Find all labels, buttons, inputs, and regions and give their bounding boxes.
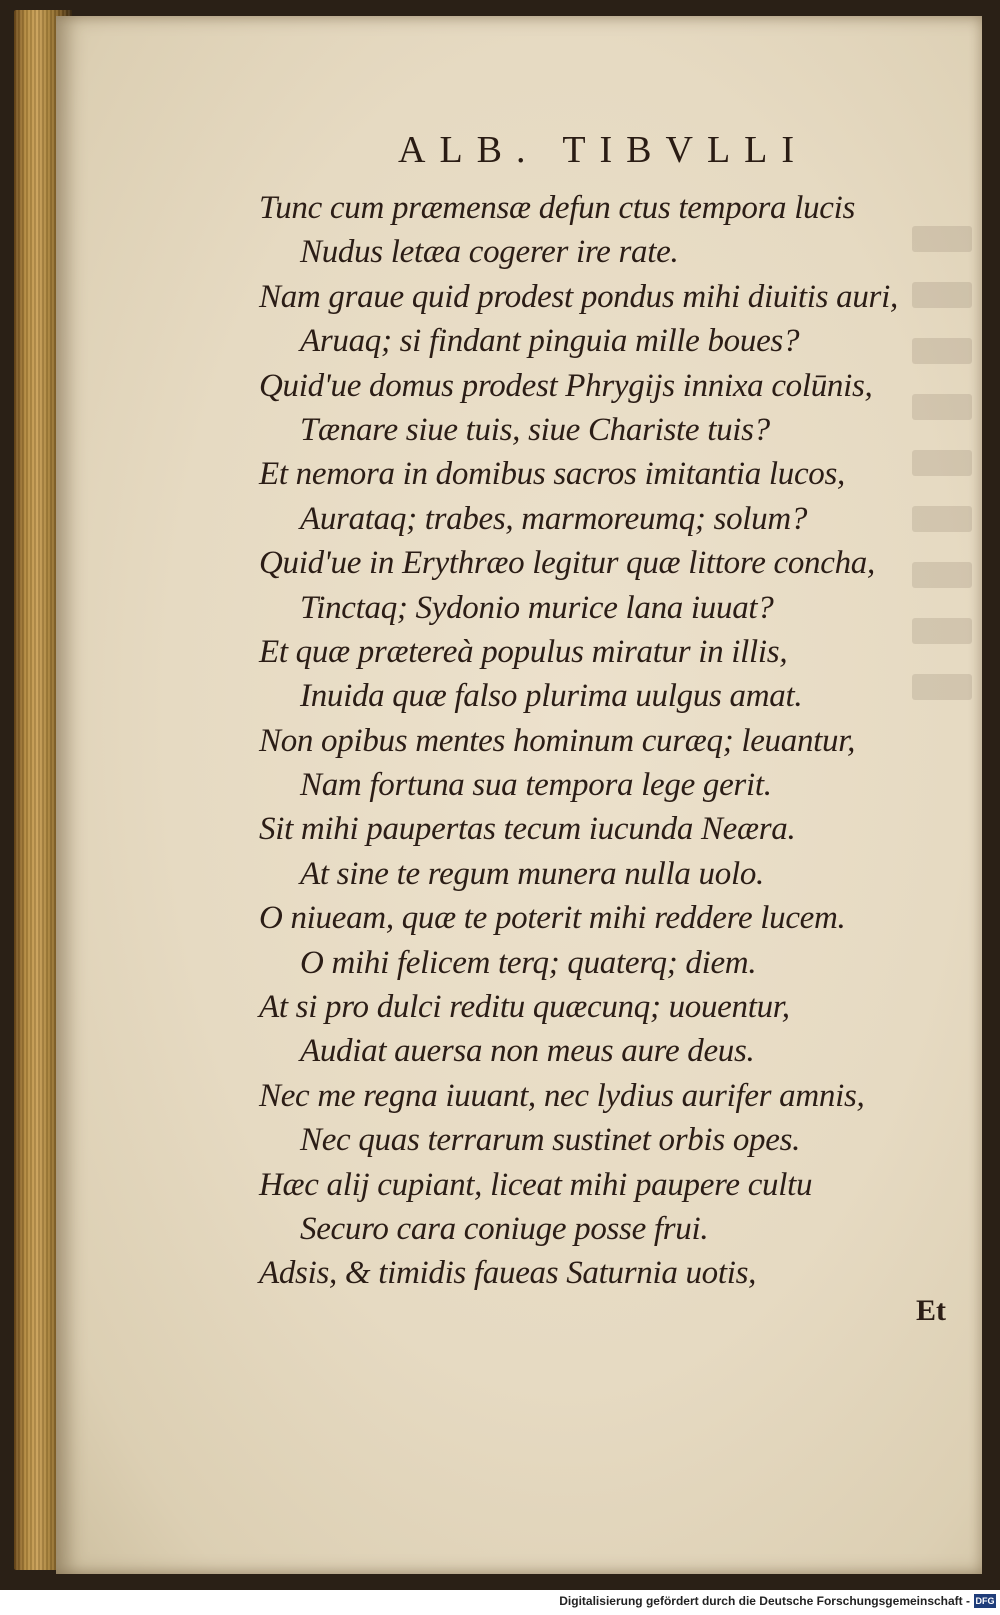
running-head: ALB. TIBVLLI: [398, 129, 809, 171]
verse-line-pentameter: Securo cara coniuge posse frui.: [300, 1210, 709, 1247]
verse-line-pentameter: Nec quas terrarum sustinet orbis opes.: [300, 1122, 801, 1159]
verse-line-hexameter: Adsis, & timidis faueas Saturnia uotis,: [259, 1255, 757, 1292]
verse-line-hexameter: Nec me regna iuuant, nec lydius aurifer amnis,: [259, 1077, 865, 1114]
verse-line-hexameter: O niueam, quæ te poterit mihi reddere lucem.: [259, 900, 846, 937]
dfg-logo: DFG: [975, 1596, 995, 1606]
verse-line-hexameter: Quid'ue domus prodest Phrygijs innixa colūnis,: [259, 367, 873, 404]
verse-line-hexameter: Non opibus mentes hominum curæq; leuantur,: [259, 722, 856, 759]
verse-line-pentameter: Tinctaq; Sydonio murice lana iuuat?: [300, 589, 774, 626]
verse-line-hexameter: At si pro dulci reditu quæcunq; uouentur,: [259, 989, 790, 1026]
verse-line-hexameter: Hæc alij cupiant, liceat mihi paupere cultu: [259, 1166, 813, 1203]
verse-line-pentameter: Aurataq; trabes, marmoreumq; solum?: [300, 500, 808, 537]
verse-line-pentameter: O mihi felicem terq; quaterq; diem.: [300, 944, 757, 981]
verse-line-pentameter: Tænare siue tuis, siue Chariste tuis?: [300, 411, 770, 448]
verse-line-hexameter: Quid'ue in Erythræo legitur quæ littore concha,: [259, 545, 875, 582]
verse-line-pentameter: Aruaq; si findant pinguia mille boues?: [300, 323, 800, 360]
footer-credit: Digitalisierung gefördert durch die Deutsche Forschungsgemeinschaft -: [559, 1594, 970, 1608]
catchword: Et: [916, 1294, 946, 1327]
digitization-footer: [0, 1590, 1000, 1615]
verse-line-hexameter: Sit mihi paupertas tecum iucunda Neæra.: [259, 811, 796, 848]
verse-line-pentameter: Inuida quæ falso plurima uulgus amat.: [300, 678, 803, 715]
verse-line-pentameter: At sine te regum munera nulla uolo.: [300, 855, 764, 892]
verse-line-hexameter: Et quæ prætereà populus miratur in illis,: [259, 633, 788, 670]
verse-block: [56, 186, 982, 1296]
verse-line-hexameter: Nam graue quid prodest pondus mihi diuitis auri,: [259, 278, 898, 315]
verse-line-pentameter: Nudus letæa cogerer ire rate.: [300, 234, 679, 271]
verse-line-pentameter: Audiat auersa non meus aure deus.: [300, 1033, 755, 1070]
verse-line-hexameter: Tunc cum præmensæ defun ctus tempora lucis: [259, 190, 856, 226]
verse-line-hexameter: Et nemora in domibus sacros imitantia lucos,: [259, 456, 845, 493]
verse-line-pentameter: Nam fortuna sua tempora lege gerit.: [300, 767, 772, 804]
book-page: [56, 16, 982, 1574]
